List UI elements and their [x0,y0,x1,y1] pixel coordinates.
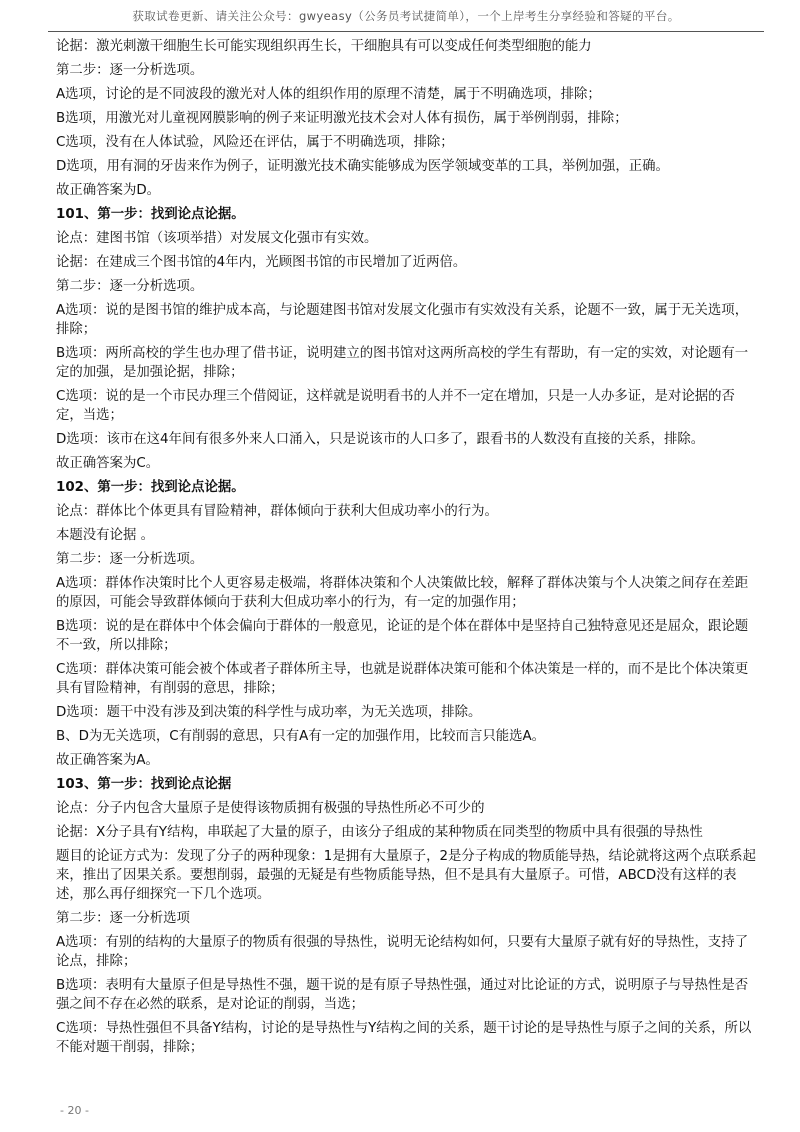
header-text: 获取试卷更新、请关注公众号：gwyeasy（公务员考试捷简单），一个上岸考生分享经验和答疑的平台。 [132,8,680,23]
paragraph: B选项：说的是在群体中个体会偏向于群体的一般意见，论证的是个体在群体中是坚持自己独特意见还是屈众，跟论题不一致，所以排除； [56,619,749,653]
page-header [48,0,764,32]
paragraph: 故正确答案为C。 [56,456,160,471]
paragraph: A选项，讨论的是不同波段的激光对人体的组织作用的原理不清楚，属于不明确选项，排除； [56,87,601,102]
paragraph: C选项：说的是一个市民办理三个借阅证，这样就是说明看书的人并不一定在增加，只是一人办多证，是对论据的否定，当选； [56,389,735,423]
paragraph: C选项：群体决策可能会被个体或者子群体所主导，也就是说群体决策可能和个体决策是一样的，而不是比个体决策更具有冒险精神，有削弱的意思，排除； [56,662,749,696]
page-number: - 20 - [60,1104,89,1117]
paragraph: 题目的论证方式为：发现了分子的两种现象：1是拥有大量原子，2是分子构成的物质能导热，结论就将这两个点联系起来，推出了因果关系。要想削弱，最强的无疑是有些物质能导热，但不是具有大量原子。可惜，ABCD没有这样的表述，那么再仔细探究一下几个选项。 [56,849,756,902]
paragraph: 故正确答案为D。 [56,183,161,198]
paragraph: 第二步：逐一分析选项。 [56,552,204,567]
paragraph: D选项：该市在这4年间有很多外来人口涌入，只是说该市的人口多了，跟看书的人数没有直接的关系，排除。 [56,432,705,447]
question-heading: 101、第一步：找到论点论据。 [56,207,245,222]
paragraph: D选项，用有洞的牙齿来作为例子，证明激光技术确实能够成为医学领域变革的工具，举例加强，正确。 [56,159,669,174]
paragraph: 第二步：逐一分析选项 [56,911,190,926]
paragraph: 故正确答案为A。 [56,753,159,768]
paragraph: 第二步：逐一分析选项。 [56,63,204,78]
paragraph: C选项，没有在人体试验，风险还在评估，属于不明确选项，排除； [56,135,454,150]
paragraph: B、D为无关选项，C有削弱的意思，只有A有一定的加强作用，比较而言只能选A。 [56,729,546,744]
paragraph: 第二步：逐一分析选项。 [56,279,204,294]
paragraph: D选项：题干中没有涉及到决策的科学性与成功率，为无关选项，排除。 [56,705,482,720]
paragraph: A选项：有别的结构的大量原子的物质有很强的导热性，说明无论结构如何，只要有大量原子就有好的导热性，支持了论点，排除； [56,935,749,969]
paragraph: A选项：说的是图书馆的维护成本高，与论题建图书馆对发展文化强市有实效没有关系，论题不一致，属于无关选项，排除； [56,303,749,337]
paragraph: B选项：表明有大量原子但是导热性不强，题干说的是有原子导热性强，通过对比论证的方式，说明原子与导热性是否强之间不存在必然的联系，是对论证的削弱，当选； [56,978,749,1012]
document-body [56,37,756,1062]
paragraph: 本题没有论据 。 [56,528,154,543]
paragraph: B选项：两所高校的学生也办理了借书证，说明建立的图书馆对这两所高校的学生有帮助，有一定的实效，对论题有一定的加强，是加强论据，排除； [56,346,749,380]
paragraph: 论据：X分子具有Y结构，串联起了大量的原子，由该分子组成的某种物质在同类型的物质中具有很强的导热性 [56,825,703,840]
paragraph: C选项：导热性强但不具备Y结构，讨论的是导热性与Y结构之间的关系，题干讨论的是导热性与原子之间的关系，所以不能对题干削弱，排除； [56,1021,752,1055]
paragraph: 论据：在建成三个图书馆的4年内，光顾图书馆的市民增加了近两倍。 [56,255,467,270]
paragraph: 论点：群体比个体更具有冒险精神，群体倾向于获利大但成功率小的行为。 [56,504,498,519]
paragraph: B选项，用激光对儿童视网膜影响的例子来证明激光技术会对人体有损伤，属于举例削弱，排除； [56,111,628,126]
question-heading: 103、第一步：找到论点论据 [56,777,232,792]
question-heading: 102、第一步：找到论点论据。 [56,480,245,495]
paragraph: 论点：建图书馆（该项举措）对发展文化强市有实效。 [56,231,378,246]
paragraph: 论点：分子内包含大量原子是使得该物质拥有极强的导热性所必不可少的 [56,801,485,816]
paragraph: A选项：群体作决策时比个人更容易走极端，将群体决策和个人决策做比较，解释了群体决策与个人决策之间存在差距的原因，可能会导致群体倾向于获利大但成功率小的行为，有一定的加强作用； [56,576,749,610]
paragraph: 论据：激光刺激干细胞生长可能实现组织再生长，干细胞具有可以变成任何类型细胞的能力 [56,39,592,54]
